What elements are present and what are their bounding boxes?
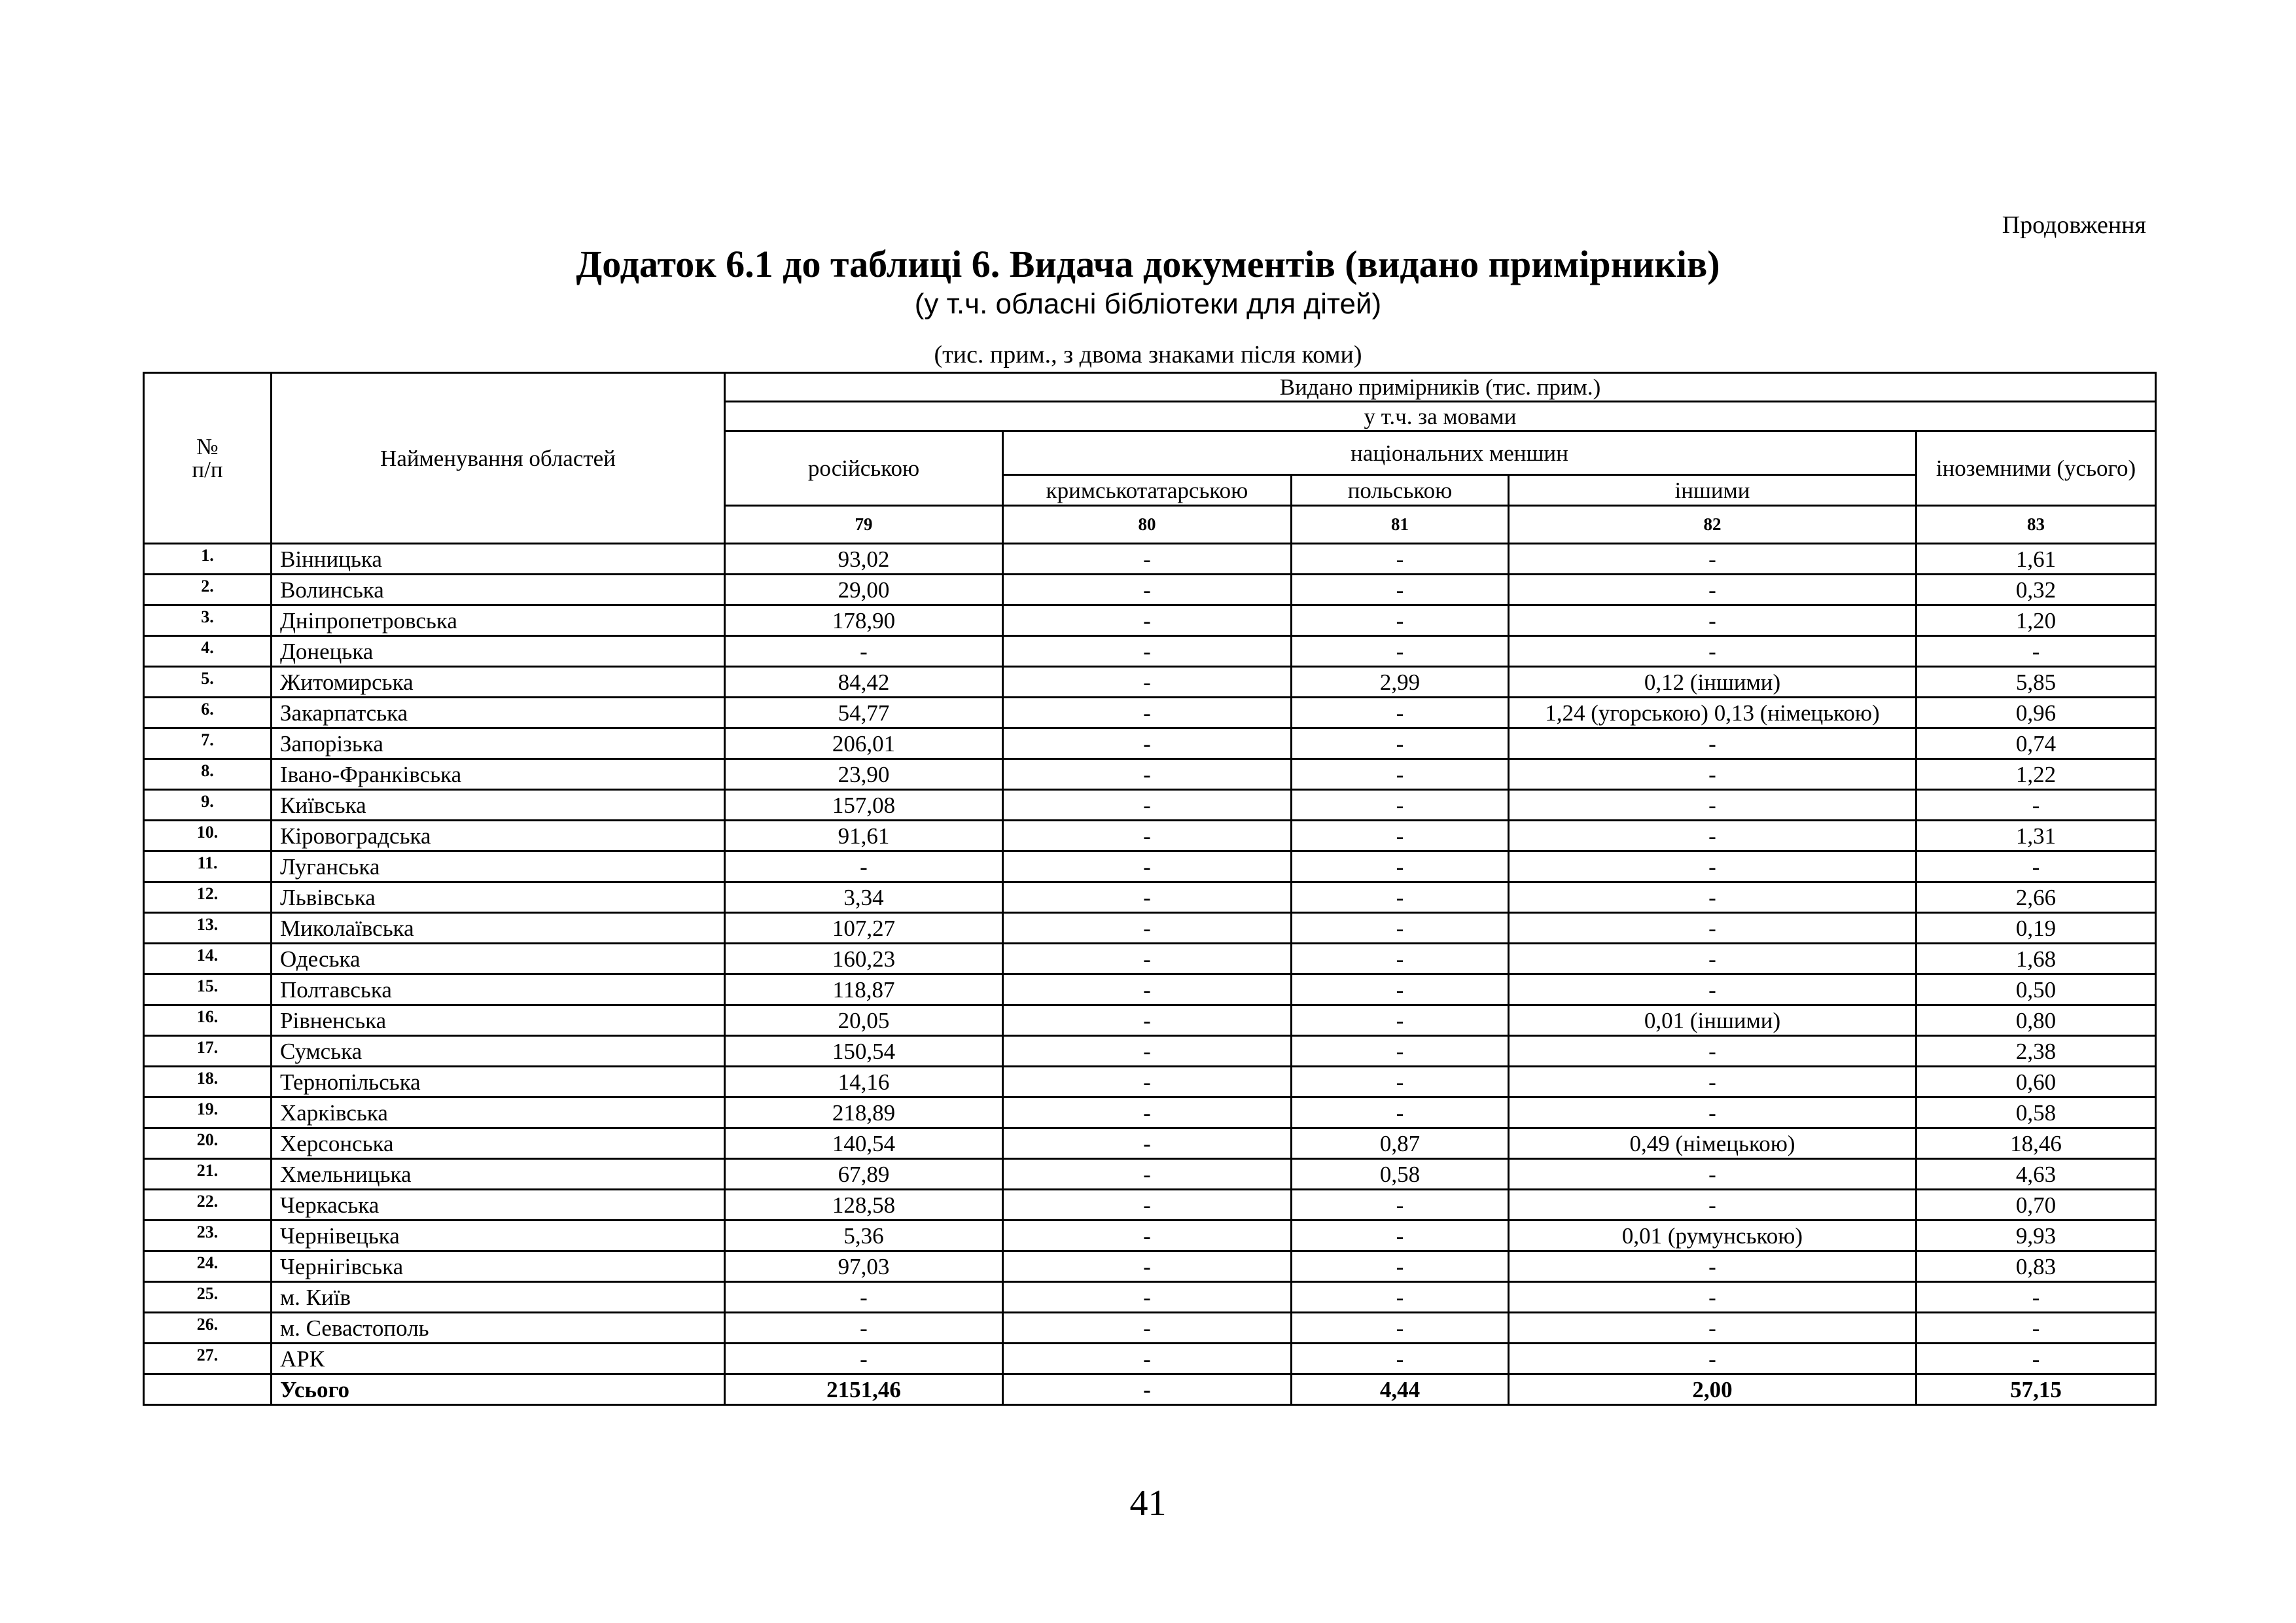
row-number: 9. [144,790,272,821]
other-value: 0,01 (іншими) [1509,1005,1916,1036]
row-number: 8. [144,759,272,790]
crimean-tatar-value: - [1003,851,1292,882]
region-name: Чернівецька [272,1221,725,1251]
other-value: - [1509,728,1916,759]
row-number: 17. [144,1036,272,1067]
header-by-language: у т.ч. за мовами [725,402,2156,431]
foreign-value: - [1916,636,2156,667]
crimean-tatar-value: - [1003,1128,1292,1159]
foreign-value: 0,19 [1916,913,2156,944]
crimean-tatar-value: - [1003,728,1292,759]
table-row [144,1251,2156,1282]
region-name: Житомирська [272,667,725,698]
foreign-value: - [1916,1282,2156,1313]
crimean-tatar-value: - [1003,1005,1292,1036]
russian-value: 67,89 [725,1159,1003,1190]
polish-value: - [1292,575,1509,605]
header-polish: польською [1292,475,1509,506]
row-number: 26. [144,1313,272,1344]
other-value: - [1509,1313,1916,1344]
russian-value: 150,54 [725,1036,1003,1067]
foreign-value: 1,61 [1916,544,2156,575]
table-row [144,667,2156,698]
region-name: Черкаська [272,1190,725,1221]
region-name: Сумська [272,1036,725,1067]
polish-value: - [1292,1067,1509,1097]
foreign-value: 1,68 [1916,944,2156,974]
table-row [144,851,2156,882]
issuance-table [143,372,2157,1406]
row-number: 6. [144,698,272,728]
region-name: Одеська [272,944,725,974]
foreign-value: 0,70 [1916,1190,2156,1221]
region-name: Чернігівська [272,1251,725,1282]
russian-value: 93,02 [725,544,1003,575]
region-name: Харківська [272,1097,725,1128]
table-row [144,698,2156,728]
row-number: 23. [144,1221,272,1251]
table-row [144,728,2156,759]
russian-value: 84,42 [725,667,1003,698]
row-number: 10. [144,821,272,851]
polish-value: - [1292,759,1509,790]
russian-value: 157,08 [725,790,1003,821]
other-value: 0,49 (німецькою) [1509,1128,1916,1159]
row-number: 11. [144,851,272,882]
region-name: м. Севастополь [272,1313,725,1344]
other-value: - [1509,913,1916,944]
table-row [144,1190,2156,1221]
crimean-tatar-value: - [1003,1251,1292,1282]
russian-value: 23,90 [725,759,1003,790]
foreign-value: 0,96 [1916,698,2156,728]
total-row [144,1374,2156,1405]
other-value: 1,24 (угорською) 0,13 (німецькою) [1509,698,1916,728]
foreign-value: - [1916,790,2156,821]
other-value: - [1509,1251,1916,1282]
polish-value: 0,58 [1292,1159,1509,1190]
other-value: - [1509,1036,1916,1067]
crimean-tatar-value: - [1003,1097,1292,1128]
polish-value: - [1292,944,1509,974]
crimean-tatar-value: - [1003,913,1292,944]
table-row [144,605,2156,636]
units-note: (тис. прим., з двома знаками після коми) [934,341,1362,368]
foreign-value: 18,46 [1916,1128,2156,1159]
region-name: Дніпропетровська [272,605,725,636]
crimean-tatar-value: - [1003,605,1292,636]
crimean-tatar-value: - [1003,544,1292,575]
foreign-value: - [1916,1313,2156,1344]
russian-value: 2151,46 [725,1374,1003,1405]
foreign-value: 0,60 [1916,1067,2156,1097]
col-number: 79 [725,506,1003,544]
other-value: - [1509,544,1916,575]
row-number: 25. [144,1282,272,1313]
other-value: 2,00 [1509,1374,1916,1405]
foreign-value: - [1916,1344,2156,1374]
table-row [144,790,2156,821]
russian-value: 206,01 [725,728,1003,759]
polish-value: - [1292,821,1509,851]
polish-value: - [1292,605,1509,636]
header-russian: російською [725,431,1003,506]
table-row [144,913,2156,944]
table-row [144,1313,2156,1344]
page-subtitle: (у т.ч. обласні бібліотеки для дітей) [914,288,1382,320]
russian-value: 54,77 [725,698,1003,728]
polish-value: 0,87 [1292,1128,1509,1159]
crimean-tatar-value: - [1003,636,1292,667]
crimean-tatar-value: - [1003,1067,1292,1097]
russian-value: 97,03 [725,1251,1003,1282]
region-name: Закарпатська [272,698,725,728]
row-number: 3. [144,605,272,636]
russian-value: 118,87 [725,974,1003,1005]
other-value: - [1509,1190,1916,1221]
foreign-value: - [1916,851,2156,882]
polish-value: - [1292,544,1509,575]
polish-value: - [1292,851,1509,882]
russian-value: 178,90 [725,605,1003,636]
header-num: № п/п [144,373,272,544]
polish-value: - [1292,698,1509,728]
russian-value: - [725,1282,1003,1313]
region-name: Київська [272,790,725,821]
other-value: - [1509,790,1916,821]
table-row [144,1036,2156,1067]
crimean-tatar-value: - [1003,974,1292,1005]
foreign-value: 0,50 [1916,974,2156,1005]
header-others: іншими [1509,475,1916,506]
foreign-value: 0,80 [1916,1005,2156,1036]
crimean-tatar-value: - [1003,1221,1292,1251]
row-number: 21. [144,1159,272,1190]
table-row [144,1097,2156,1128]
table-row [144,1282,2156,1313]
foreign-value: 1,22 [1916,759,2156,790]
foreign-value: 9,93 [1916,1221,2156,1251]
crimean-tatar-value: - [1003,1159,1292,1190]
foreign-value: 1,31 [1916,821,2156,851]
region-name: м. Київ [272,1282,725,1313]
other-value: - [1509,636,1916,667]
polish-value: - [1292,1221,1509,1251]
other-value: - [1509,882,1916,913]
crimean-tatar-value: - [1003,1313,1292,1344]
table-row [144,974,2156,1005]
other-value: 0,12 (іншими) [1509,667,1916,698]
other-value: - [1509,575,1916,605]
header-crimean-tatar: кримськотатарською [1003,475,1292,506]
russian-value: 5,36 [725,1221,1003,1251]
russian-value: 160,23 [725,944,1003,974]
crimean-tatar-value: - [1003,882,1292,913]
row-number: 5. [144,667,272,698]
other-value: - [1509,1159,1916,1190]
region-name: Миколаївська [272,913,725,944]
row-number: 18. [144,1067,272,1097]
foreign-value: 5,85 [1916,667,2156,698]
foreign-value: 1,20 [1916,605,2156,636]
region-name: Львівська [272,882,725,913]
crimean-tatar-value: - [1003,821,1292,851]
row-number: 20. [144,1128,272,1159]
other-value: - [1509,851,1916,882]
page-number: 41 [1129,1483,1167,1524]
row-number: 12. [144,882,272,913]
polish-value: - [1292,1036,1509,1067]
crimean-tatar-value: - [1003,698,1292,728]
polish-value: - [1292,882,1509,913]
other-value: 0,01 (румунською) [1509,1221,1916,1251]
russian-value: 3,34 [725,882,1003,913]
polish-value: - [1292,913,1509,944]
page-title: Додаток 6.1 до таблиці 6. Видача документів (видано примірників) [576,243,1720,285]
crimean-tatar-value: - [1003,1190,1292,1221]
other-value: - [1509,1282,1916,1313]
russian-value: - [725,851,1003,882]
col-number: 80 [1003,506,1292,544]
polish-value: 4,44 [1292,1374,1509,1405]
other-value: - [1509,1097,1916,1128]
table-row [144,544,2156,575]
row-number: 15. [144,974,272,1005]
col-number: 83 [1916,506,2156,544]
region-name: Полтавська [272,974,725,1005]
table-row [144,1005,2156,1036]
table-row [144,1159,2156,1190]
crimean-tatar-value: - [1003,1374,1292,1405]
table-row [144,882,2156,913]
header-foreign: іноземними (усього) [1916,431,2156,506]
col-number: 82 [1509,506,1916,544]
col-number: 81 [1292,506,1509,544]
region-name: Вінницька [272,544,725,575]
crimean-tatar-value: - [1003,759,1292,790]
polish-value: - [1292,790,1509,821]
polish-value: - [1292,636,1509,667]
polish-value: - [1292,1313,1509,1344]
region-name: Херсонська [272,1128,725,1159]
row-number: 1. [144,544,272,575]
region-name: Івано-Франківська [272,759,725,790]
polish-value: - [1292,1190,1509,1221]
polish-value: - [1292,1344,1509,1374]
header-issued: Видано примірників (тис. прим.) [725,373,2156,402]
row-number: 16. [144,1005,272,1036]
foreign-value: 0,74 [1916,728,2156,759]
russian-value: 107,27 [725,913,1003,944]
row-number: 24. [144,1251,272,1282]
other-value: - [1509,605,1916,636]
polish-value: - [1292,974,1509,1005]
region-name: Усього [272,1374,725,1405]
foreign-value: 2,38 [1916,1036,2156,1067]
region-name: Кіровоградська [272,821,725,851]
table-row [144,1067,2156,1097]
russian-value: - [725,636,1003,667]
russian-value: - [725,1313,1003,1344]
continued-label: Продовження [2002,211,2146,239]
foreign-value: 0,58 [1916,1097,2156,1128]
russian-value: 128,58 [725,1190,1003,1221]
row-number [144,1374,272,1405]
region-name: Волинська [272,575,725,605]
row-number: 7. [144,728,272,759]
other-value: - [1509,944,1916,974]
table-row [144,821,2156,851]
crimean-tatar-value: - [1003,1282,1292,1313]
russian-value: 29,00 [725,575,1003,605]
russian-value: 218,89 [725,1097,1003,1128]
russian-value: 14,16 [725,1067,1003,1097]
table-row [144,759,2156,790]
polish-value: - [1292,1282,1509,1313]
crimean-tatar-value: - [1003,667,1292,698]
crimean-tatar-value: - [1003,790,1292,821]
russian-value: - [725,1344,1003,1374]
row-number: 4. [144,636,272,667]
region-name: Запорізька [272,728,725,759]
crimean-tatar-value: - [1003,944,1292,974]
region-name: Донецька [272,636,725,667]
other-value: - [1509,1344,1916,1374]
crimean-tatar-value: - [1003,1344,1292,1374]
row-number: 13. [144,913,272,944]
polish-value: - [1292,728,1509,759]
row-number: 27. [144,1344,272,1374]
other-value: - [1509,759,1916,790]
foreign-value: 0,32 [1916,575,2156,605]
table-row [144,1221,2156,1251]
foreign-value: 57,15 [1916,1374,2156,1405]
polish-value: - [1292,1251,1509,1282]
foreign-value: 4,63 [1916,1159,2156,1190]
table-row [144,1128,2156,1159]
foreign-value: 2,66 [1916,882,2156,913]
table-row [144,575,2156,605]
table-row [144,636,2156,667]
region-name: АРК [272,1344,725,1374]
russian-value: 140,54 [725,1128,1003,1159]
other-value: - [1509,1067,1916,1097]
header-minorities: національних меншин [1003,431,1916,475]
russian-value: 20,05 [725,1005,1003,1036]
row-number: 19. [144,1097,272,1128]
header-region: Найменування областей [272,373,725,544]
polish-value: - [1292,1097,1509,1128]
region-name: Рівненська [272,1005,725,1036]
polish-value: - [1292,1005,1509,1036]
foreign-value: 0,83 [1916,1251,2156,1282]
polish-value: 2,99 [1292,667,1509,698]
region-name: Тернопільська [272,1067,725,1097]
region-name: Луганська [272,851,725,882]
row-number: 2. [144,575,272,605]
region-name: Хмельницька [272,1159,725,1190]
crimean-tatar-value: - [1003,1036,1292,1067]
row-number: 22. [144,1190,272,1221]
russian-value: 91,61 [725,821,1003,851]
crimean-tatar-value: - [1003,575,1292,605]
other-value: - [1509,974,1916,1005]
table-row [144,944,2156,974]
row-number: 14. [144,944,272,974]
table-row [144,1344,2156,1374]
other-value: - [1509,821,1916,851]
